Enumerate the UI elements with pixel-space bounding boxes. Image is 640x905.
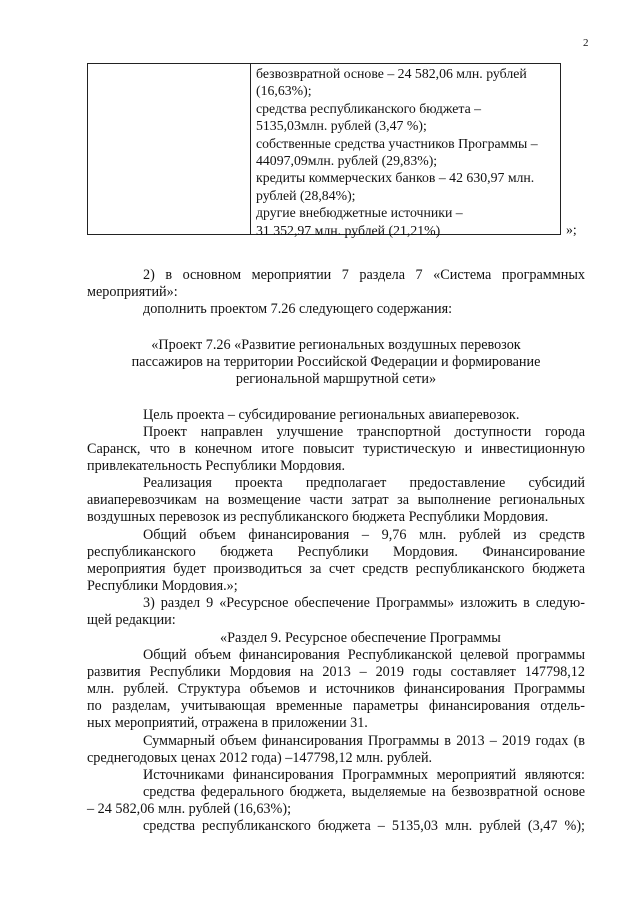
text-line: воздушных перевозок из республиканского бюджета Республики Мордовия.: [87, 509, 549, 525]
text-line: привлекательность Республики Мордовия.: [87, 458, 346, 474]
text-line: среднегодовых ценах 2012 года) –147798,12 млн. рублей.: [87, 750, 433, 766]
text-line: – 24 582,06 млн. рублей (16,63%);: [87, 801, 292, 817]
text-line: Суммарный объем финансирования Программы в 2013 – 2019 годах (в: [143, 733, 585, 749]
text-line: Республики Мордовия.»;: [87, 578, 238, 594]
text-line: «Раздел 9. Ресурсное обеспечение Программы: [220, 630, 501, 646]
text-line: 2) в основном мероприятии 7 раздела 7 «Система программных: [143, 267, 585, 283]
text-line: Саранск, что в конечном итоге повысит туристическую и инвестиционную: [87, 441, 585, 457]
table-line: собственные средства участников Программы –: [256, 135, 538, 151]
table-line: 31 352,97 млн. рублей (21,21%): [256, 222, 441, 238]
table-line: 44097,09млн. рублей (29,83%);: [256, 153, 438, 169]
table-line: безвозвратной основе – 24 582,06 млн. рублей: [256, 66, 527, 81]
text-line: Цель проекта – субсидирование региональных авиаперевозок.: [143, 407, 520, 423]
text-line: Общий объем финансирования – 9,76 млн. рублей из средств: [143, 527, 585, 543]
table-line: другие внебюджетные источники –: [256, 205, 463, 221]
text-line: средства республиканского бюджета – 5135,03 млн. рублей (3,47 %);: [143, 818, 585, 834]
text-line: средства федерального бюджета, выделяемые на безвозвратной основе: [143, 784, 585, 800]
table-line: (16,63%);: [256, 83, 312, 99]
text-line: «Проект 7.26 «Развитие региональных воздушных перевозок: [151, 337, 521, 353]
table-line: средства республиканского бюджета –: [256, 100, 482, 116]
text-line: республиканского бюджета Республики Мордовия. Финансирование: [87, 544, 585, 560]
table-line: кредиты коммерческих банков – 42 630,97 млн.: [256, 170, 535, 186]
table-line: 5135,03млн. рублей (3,47 %);: [256, 118, 427, 134]
text-line: ных мероприятий, отражена в приложении 31.: [87, 715, 368, 731]
text-line: Общий объем финансирования Республиканской целевой программы: [143, 647, 585, 663]
text-line: Источниками финансирования Программных мероприятий являются:: [143, 767, 585, 783]
text-line: развития Республики Мордовия на 2013 – 2019 годы составляет 147798,12: [87, 664, 585, 680]
continued-table: [87, 63, 561, 238]
text-line: Реализация проекта предполагает предоставление субсидий: [143, 475, 585, 491]
table-line: рублей (28,84%);: [256, 187, 356, 203]
text-line: щей редакции:: [87, 612, 176, 628]
text-line: региональной маршрутной сети»: [235, 371, 437, 387]
table-right-cell: [256, 65, 559, 239]
text-line: дополнить проектом 7.26 следующего содержания:: [143, 301, 453, 317]
text-line: по разделам, учитывающая временные параметры финансирования отдель-: [87, 698, 585, 714]
text-line: пассажиров на территории Российской Федерации и формирование: [131, 354, 541, 370]
page-number: 2: [583, 37, 589, 49]
table-closing-quote: »;: [566, 222, 577, 237]
text-line: млн. рублей. Структура объемов и источников финансирования Программы: [87, 681, 585, 697]
text-line: мероприятия будет производиться за счет средств республиканского бюджета: [87, 561, 585, 577]
text-line: авиаперевозчикам на возмещение части затрат за выполнение региональных: [87, 492, 585, 508]
table-left-cell: [88, 64, 251, 234]
text-line: Проект направлен улучшение транспортной доступности города: [143, 424, 585, 440]
text-line: 3) раздел 9 «Ресурсное обеспечение Программы» изложить в следую-: [143, 595, 585, 611]
text-line: мероприятий»:: [87, 284, 178, 300]
